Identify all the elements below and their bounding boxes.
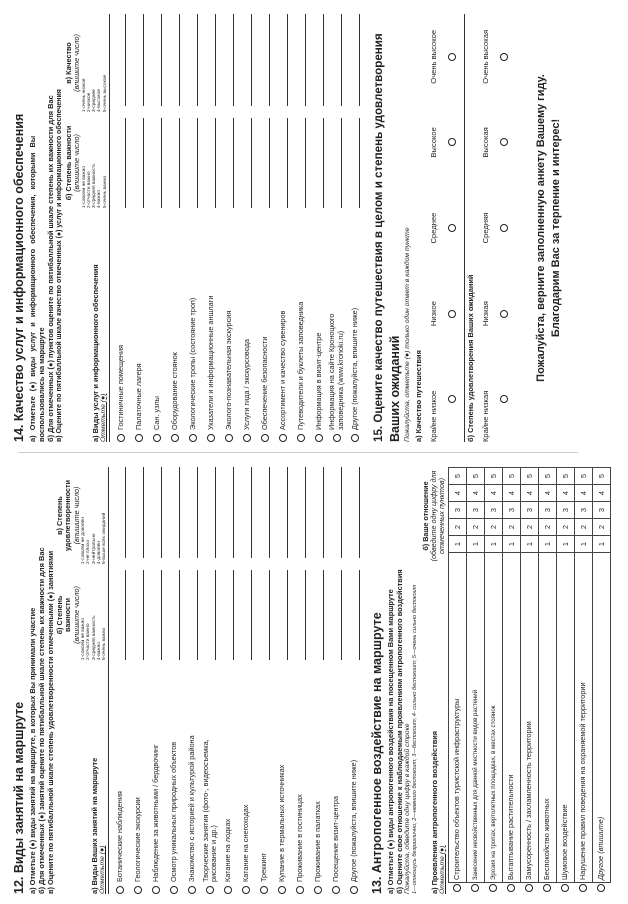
item-label: Шумовое воздействие (560, 804, 570, 880)
option-circle[interactable] (579, 885, 587, 893)
q12-col-c-note: (впишите число) (71, 486, 81, 545)
q15-a-radio[interactable] (448, 395, 456, 403)
q15-title-line2: Ваших ожиданий (387, 335, 402, 442)
scale-option[interactable]: 5 (538, 468, 556, 485)
q13-note2: 1—отношусь безразлично; 2—немного беспокоит; 3—беспокоит; 4- сильно беспокоит; 5—очень сильно беспокоит (412, 584, 419, 894)
rating-input[interactable] (277, 14, 288, 106)
scale-option[interactable]: 3 (592, 502, 610, 519)
q14-col-c-title: в) Качество (64, 42, 73, 84)
q12-items (111, 467, 363, 894)
importance-input[interactable] (313, 570, 324, 660)
q14-col-c-note: (впишите число) (72, 34, 82, 92)
list-item (255, 467, 273, 894)
q12-line-a: а) Отметьте (●) виды занятий на маршруте, в которых Вы принимали участие (28, 607, 37, 894)
q12-col-c-title2: удовлетворенности (63, 480, 73, 552)
column-divider (18, 452, 578, 453)
item-label: Ассортимент и качество сувениров (277, 310, 287, 430)
scale-option[interactable]: 4 (592, 485, 610, 502)
scale-option[interactable]: 2 (466, 519, 484, 536)
list-item (291, 467, 309, 894)
scale-option[interactable]: 1 (592, 536, 610, 553)
list-item (202, 14, 220, 442)
q14-col-a-header: а) Виды услуг и информационного обеспечения (90, 264, 100, 442)
q15-title-line1: 15. Оцените качество путешествия в целом и степень удовлетворения (371, 33, 385, 442)
q15-b-option-label: Низкая (480, 301, 490, 327)
q15-b-radio[interactable] (500, 310, 508, 318)
importance-input[interactable] (331, 118, 342, 208)
q12-col-b-title2: важности (63, 598, 73, 632)
scale-option[interactable]: 1 (538, 536, 556, 553)
option-circle[interactable] (242, 886, 250, 894)
item-label: Другое (впишите) (596, 816, 606, 880)
item-label: Проживание в палатках (312, 801, 322, 882)
q15-a-radio[interactable] (448, 224, 456, 232)
option-circle[interactable] (315, 434, 323, 442)
scale-option[interactable]: 2 (484, 519, 502, 536)
q14-line-a2: воспользовались на маршруте (37, 327, 46, 442)
rating-input[interactable] (259, 14, 270, 106)
item-label: Посещение визит-центра (330, 796, 340, 882)
scale-option[interactable]: 4 (484, 485, 502, 502)
item-label: Оборудование стоянок (169, 352, 179, 430)
list-item (112, 14, 130, 442)
list-item (220, 14, 238, 442)
importance-input[interactable] (295, 570, 306, 660)
list-item (183, 467, 201, 894)
list-item (274, 14, 292, 442)
item-label: Эколого-познавательная экскурсия (223, 310, 233, 430)
option-circle[interactable] (543, 885, 551, 893)
item-label: Ботанические наблюдения (114, 791, 124, 882)
item-label: Занесение несвойственных для данной местности видов растений (471, 689, 479, 880)
scale-option[interactable]: 4 (448, 485, 466, 502)
list-item (148, 14, 166, 442)
option-circle[interactable] (507, 885, 515, 893)
importance-input[interactable] (133, 118, 144, 208)
rating-input[interactable] (259, 467, 270, 558)
importance-input[interactable] (295, 118, 306, 208)
q13-title: 13. Антропогенное воздействие на маршруте (370, 612, 385, 894)
list-item (147, 467, 165, 894)
importance-input[interactable] (241, 118, 252, 208)
q13-line-b: б) Оцените свое отношение к наблюдаемым проявлениям антропогенного воздействия (395, 569, 405, 894)
q13-col-a-header: а) Проявления антропогенного воздействия (429, 730, 439, 894)
scale-option[interactable]: 3 (502, 502, 520, 519)
item-label: Геологические экскурсии (132, 797, 142, 882)
list-item (346, 14, 364, 442)
option-circle[interactable] (170, 886, 178, 894)
q15-b-options (475, 14, 513, 442)
table-row (466, 468, 484, 895)
importance-input[interactable] (313, 118, 324, 208)
list-item (327, 467, 345, 894)
q13-col-b-title: б) Ваше отношение (420, 481, 430, 551)
item-label: Вытаптывание растительности (506, 774, 516, 880)
q15-a-radio[interactable] (448, 310, 456, 318)
q12-table (56, 467, 107, 894)
option-circle[interactable] (134, 886, 142, 894)
q13-line-a: а) Отметьте (●) виды антропогенного воздействия на посещенном Вами маршруте (386, 589, 396, 894)
item-label: Осмотр уникальных природных объектов (168, 741, 178, 882)
item-label: Палаточные лагеря (133, 363, 143, 430)
table-row (484, 468, 502, 895)
q15-b-radio[interactable] (500, 138, 508, 146)
scale-option[interactable]: 5 (574, 468, 592, 485)
q15-b-option-label: Высокая (480, 127, 490, 158)
rating-input[interactable] (205, 467, 216, 558)
q15-a-option-label: Высокое (428, 127, 438, 158)
q12-col-a-header: а) Виды Ваших занятий на маршруте (90, 757, 100, 894)
table-row (448, 468, 466, 895)
importance-input[interactable] (349, 118, 360, 208)
rating-input[interactable] (295, 14, 306, 106)
scale-option[interactable]: 2 (520, 519, 538, 536)
item-label: Катание на лодках (222, 818, 232, 882)
option-circle[interactable] (279, 434, 287, 442)
q13-col-b-note: (обведите одну цифру для отмеченных пунктов) (429, 470, 447, 562)
scale-option[interactable]: 1 (556, 536, 574, 553)
rating-input[interactable] (241, 467, 252, 558)
q14-items (112, 14, 364, 442)
q15-a-option-label: Крайне низкое (428, 390, 438, 442)
item-label: Сан. узлы (151, 396, 161, 430)
q12-col-c-scale: 1-совсем не доволен 2-не плохо 3-нейтрально 4-доволен 5-выше всех ожиданий (81, 512, 108, 564)
rating-input[interactable] (313, 467, 324, 558)
list-item (165, 467, 183, 894)
scale-option[interactable]: 1 (502, 536, 520, 553)
scale-option[interactable]: 1 (520, 536, 538, 553)
rating-input[interactable] (151, 14, 162, 106)
list-item (238, 14, 256, 442)
scale-option[interactable]: 4 (502, 485, 520, 502)
item-label: Услуги гида / экскурсовода (241, 339, 251, 430)
importance-input[interactable] (259, 118, 270, 208)
q13-grid (448, 467, 611, 894)
list-item (273, 467, 291, 894)
q15-b-radio[interactable] (500, 53, 508, 61)
item-label: Знакомство с историей и культурой района (186, 735, 196, 882)
q15-a-options (423, 14, 461, 442)
importance-input[interactable] (349, 570, 360, 660)
q15-b-radio[interactable] (500, 224, 508, 232)
importance-input[interactable] (151, 570, 162, 660)
q12-col-a-note: Отметьте (●) (99, 845, 107, 894)
option-circle[interactable] (261, 434, 269, 442)
scale-option[interactable]: 3 (556, 502, 574, 519)
option-circle[interactable] (297, 434, 305, 442)
list-item (184, 14, 202, 442)
scale-option[interactable]: 1 (484, 536, 502, 553)
q14-line-c: в) Оцените по пятибалльной шкале качество отмеченных (●) услуг и информационного обеспечения (56, 89, 63, 442)
list-item (201, 467, 219, 894)
option-circle[interactable] (351, 434, 359, 442)
scale-option[interactable]: 5 (556, 468, 574, 485)
q15-a-label: а) Качество путешествия (413, 350, 423, 442)
list-item (237, 467, 255, 894)
rating-input[interactable] (187, 14, 198, 106)
option-circle[interactable] (224, 886, 232, 894)
table-row (556, 468, 574, 895)
importance-input[interactable] (331, 570, 342, 660)
closing-line1: Пожалуйста, верните заполненную анкету Вашему гиду. (534, 74, 547, 382)
scale-option[interactable]: 2 (538, 519, 556, 536)
q14-col-b-title: б) Степень важности (64, 125, 73, 201)
rating-input[interactable] (115, 14, 126, 106)
rating-input[interactable] (133, 14, 144, 106)
importance-input[interactable] (115, 118, 126, 208)
option-circle[interactable] (561, 885, 569, 893)
item-label: Обеспечение безопасности (259, 336, 269, 430)
importance-input[interactable] (115, 570, 126, 660)
rating-input[interactable] (277, 467, 288, 558)
rating-input[interactable] (187, 467, 198, 558)
item-label: Катание на снегоходах (240, 804, 250, 882)
q12-col-b-title1: б) Степень (55, 595, 64, 635)
item-label: Треккинг (258, 852, 268, 882)
scale-option[interactable]: 5 (502, 468, 520, 485)
list-item (292, 14, 310, 442)
q15-a-option-label: Среднее (428, 212, 438, 244)
rating-input[interactable] (115, 467, 126, 558)
scale-option[interactable]: 3 (484, 502, 502, 519)
rating-input[interactable] (169, 467, 180, 558)
scale-option[interactable]: 3 (574, 502, 592, 519)
option-circle[interactable] (350, 886, 358, 894)
rating-input[interactable] (169, 14, 180, 106)
scale-option[interactable]: 4 (520, 485, 538, 502)
q15-a-radio[interactable] (448, 138, 456, 146)
option-circle[interactable] (314, 886, 322, 894)
q15-b-radio[interactable] (500, 395, 508, 403)
table-row (574, 468, 592, 895)
importance-input[interactable] (187, 118, 198, 208)
rating-input[interactable] (295, 467, 306, 558)
table-row (502, 468, 520, 895)
item-label: Беспокойство животных (542, 798, 552, 880)
option-circle[interactable] (333, 434, 341, 442)
q15-a-option-label: Очень высокое (428, 29, 438, 84)
option-circle[interactable] (597, 885, 605, 893)
scale-option[interactable]: 2 (574, 519, 592, 536)
option-circle[interactable] (206, 886, 214, 894)
q15-b-label: б) Степень удовлетворения Ваших ожиданий (464, 14, 475, 442)
option-circle[interactable] (135, 434, 143, 442)
scale-option[interactable]: 2 (592, 519, 610, 536)
option-circle[interactable] (278, 886, 286, 894)
q14-col-a-note: Отметьте (●) (99, 393, 107, 442)
table-row (520, 468, 538, 895)
rating-input[interactable] (331, 14, 342, 106)
option-circle[interactable] (188, 886, 196, 894)
q14-col-c-scale: 1-очень низкое 2-низкое 3-среднее 4-высокое 5-очень высокое (81, 74, 108, 112)
scale-option[interactable]: 1 (574, 536, 592, 553)
option-circle[interactable] (225, 434, 233, 442)
q14-col-b-note: (впишите число) (72, 134, 82, 192)
option-circle[interactable] (243, 434, 251, 442)
rating-input[interactable] (223, 14, 234, 106)
importance-input[interactable] (223, 570, 234, 660)
list-item (256, 14, 274, 442)
list-item (111, 467, 129, 894)
importance-input[interactable] (169, 570, 180, 660)
scale-option[interactable]: 1 (466, 536, 484, 553)
scale-option[interactable]: 3 (538, 502, 556, 519)
q14-title: 14. Качество услуг и информационного обеспечения (12, 113, 26, 442)
option-circle[interactable] (207, 434, 215, 442)
closing-line2: Благодарим Вас за терпение и интерес! (549, 118, 562, 338)
scale-option[interactable]: 3 (466, 502, 484, 519)
importance-input[interactable] (133, 570, 144, 660)
item-label: Купание в термальных источниках (276, 764, 286, 882)
list-item (310, 14, 328, 442)
scale-option[interactable]: 5 (484, 468, 502, 485)
option-circle[interactable] (471, 885, 479, 893)
q15-b-option-label: Крайне низкая (480, 390, 490, 442)
q12-title: 12. Виды занятий на маршруте (12, 701, 26, 894)
option-circle[interactable] (296, 886, 304, 894)
item-label: Путеводители и буклеты заповедника (295, 301, 305, 430)
option-circle[interactable] (117, 434, 125, 442)
scale-option[interactable]: 5 (520, 468, 538, 485)
table-row (592, 468, 610, 895)
scale-option[interactable]: 3 (520, 502, 538, 519)
item-label-continuation: рисование и др.) (209, 825, 219, 882)
list-item (129, 467, 147, 894)
importance-input[interactable] (151, 118, 162, 208)
q13-col-a-note: Отметьте (●) (438, 845, 446, 894)
option-circle[interactable] (260, 886, 268, 894)
item-label: Строительство объектов туристской инфраструктуры (452, 698, 462, 880)
option-circle[interactable] (116, 886, 124, 894)
scale-option[interactable]: 1 (448, 536, 466, 553)
item-label: Замусоренность / захламленность территории (524, 721, 534, 880)
scale-option[interactable]: 2 (556, 519, 574, 536)
q13-note1: Пожалуйста, обведите одну цифру в каждой строке (404, 723, 412, 894)
item-label: Творческие занятия (фото-, видеосъемка, (200, 739, 210, 882)
rating-input[interactable] (205, 14, 216, 106)
rating-input[interactable] (331, 467, 342, 558)
list-item (219, 467, 237, 894)
q15-a-radio[interactable] (448, 53, 456, 61)
item-label: Эрозия на тропах, вертолетных площадках, в местах стоянок (489, 705, 497, 880)
scale-option[interactable]: 3 (448, 502, 466, 519)
rating-input[interactable] (349, 467, 360, 558)
list-item (328, 14, 346, 442)
q14-col-b-scale: 1-совсем не важно 2-отчасти важно 3-средняя важность 4-важно 5-очень важно (81, 163, 108, 208)
closing-block (535, 14, 562, 442)
rating-input[interactable] (349, 14, 360, 106)
option-circle[interactable] (171, 434, 179, 442)
scale-option[interactable]: 2 (502, 519, 520, 536)
item-label-continuation: заповедника (www.kronoki.ru) (335, 330, 345, 430)
item-label: Другое (пожалуйста, впишите ниже) (348, 759, 358, 882)
q12-col-c-title1: в) Степень (55, 496, 64, 535)
q14-table (65, 14, 108, 442)
scale-option[interactable]: 5 (466, 468, 484, 485)
q12-col-b-note: (впишите число) (71, 586, 81, 644)
option-circle[interactable] (332, 886, 340, 894)
rating-input[interactable] (241, 14, 252, 106)
importance-input[interactable] (223, 118, 234, 208)
item-label: Информация в визит-центре (313, 332, 323, 430)
importance-input[interactable] (259, 570, 270, 660)
importance-input[interactable] (277, 570, 288, 660)
q15-b-option-label: Очень высокая (480, 29, 490, 84)
q12-col-b-scale: 1-совсем не важно 2-отчасти важно 3-средняя важность 4-важно 5-очень важно (81, 615, 108, 660)
q15-b-option-label: Средняя (480, 212, 490, 244)
q12-line-c: в) Оцените по пятибалльной шкале степень удовлетворенности отмеченными (●) занятиями (46, 550, 55, 894)
q12-line-b: б) Для отмеченных (●) занятий оцените по пятибалльной шкале степень их важности для Вас (37, 547, 46, 894)
q14-line-b: б) Для отмеченных (●) пунктов оцените по пятибалльной шкале степень их важности для Вас (46, 95, 55, 442)
rating-input[interactable] (151, 467, 162, 558)
q15-note: Пожалуйста, отметьте (●) только один ответ в каждом пункте (403, 227, 411, 442)
option-circle[interactable] (152, 886, 160, 894)
list-item (345, 467, 363, 894)
item-label: Проживание в гостиницах (294, 794, 304, 882)
item-label: Экологические тропы (состояние троп) (187, 297, 197, 430)
importance-input[interactable] (169, 118, 180, 208)
q15-a-option-label: Низкое (428, 301, 438, 327)
importance-input[interactable] (205, 570, 216, 660)
item-label: Другое (пожалуйста, впишите ниже) (349, 307, 359, 430)
rating-input[interactable] (223, 467, 234, 558)
q14-line-a: а) Отметьте (●) виды услуг и информационного обеспечения, которыми Вы (28, 135, 37, 442)
left-column (0, 452, 628, 904)
scale-option[interactable]: 2 (448, 519, 466, 536)
list-item (309, 467, 327, 894)
scale-option[interactable]: 4 (556, 485, 574, 502)
scale-option[interactable]: 5 (592, 468, 610, 485)
option-circle[interactable] (525, 885, 533, 893)
rating-input[interactable] (313, 14, 324, 106)
item-label: Наблюдение за животными / бердвочинг (150, 744, 160, 882)
list-item (130, 14, 148, 442)
scale-option[interactable]: 5 (448, 468, 466, 485)
option-circle[interactable] (489, 885, 497, 893)
table-row (538, 468, 556, 895)
item-label: Гостиничные помещения (115, 345, 125, 430)
rating-input[interactable] (133, 467, 144, 558)
item-label: Информация на сайте Кроноцкого (327, 313, 337, 430)
item-label: Нарушение правил поведения на охраняемой территории (578, 682, 588, 880)
scale-option[interactable]: 4 (574, 485, 592, 502)
option-circle[interactable] (453, 885, 461, 893)
item-label: Указатели и информационные аншлаги (205, 295, 215, 430)
option-circle[interactable] (189, 434, 197, 442)
importance-input[interactable] (277, 118, 288, 208)
scale-option[interactable]: 4 (466, 485, 484, 502)
scale-option[interactable]: 4 (538, 485, 556, 502)
importance-input[interactable] (187, 570, 198, 660)
list-item (166, 14, 184, 442)
q13-header (422, 467, 447, 894)
importance-input[interactable] (241, 570, 252, 660)
option-circle[interactable] (153, 434, 161, 442)
importance-input[interactable] (205, 118, 216, 208)
